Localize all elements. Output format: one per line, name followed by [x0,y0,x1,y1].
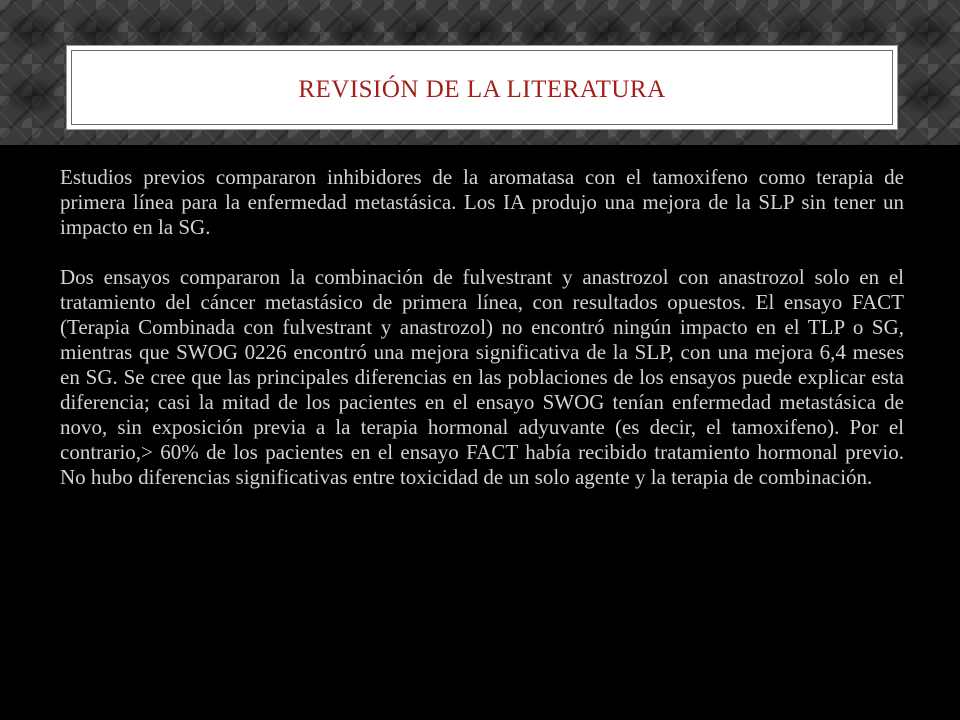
title-box [66,45,898,130]
paragraph-2: Dos ensayos compararon la combinación de fulvestrant y anastrozol con anastrozol solo en el tratamiento del cáncer metastásico de primera línea, con resultados opuestos. El ensayo FACT (Terapia Combinada con fulvestrant y anastrozol) no encontró ningún impacto en el TLP o SG, mientras que SWOG 0226 encontró una mejora significativa de la SLP, con una mejora 6,4 meses en SG. Se cree que las principales diferencias en las poblaciones de los ensayos puede explicar esta diferencia; casi la mitad de los pacientes en el ensayo SWOG tenían enfermedad metastásica de novo, sin exposición previa a la terapia hormonal adyuvante (es decir, el tamoxifeno). Por el contrario,> 60% de los pacientes en el ensayo FACT había recibido tratamiento hormonal previo. No hubo diferencias significativas entre toxicidad de un solo agente y la terapia de combinación. [60,265,904,489]
slide-title: REVISIÓN DE LA LITERATURA [298,76,666,103]
paragraph-1: Estudios previos compararon inhibidores de la aromatasa con el tamoxifeno como terapia de primera línea para la enfermedad metastásica. Los IA produjo una mejora de la SLP sin tener un impacto en la SG. [60,165,904,239]
slide-body [60,165,904,490]
